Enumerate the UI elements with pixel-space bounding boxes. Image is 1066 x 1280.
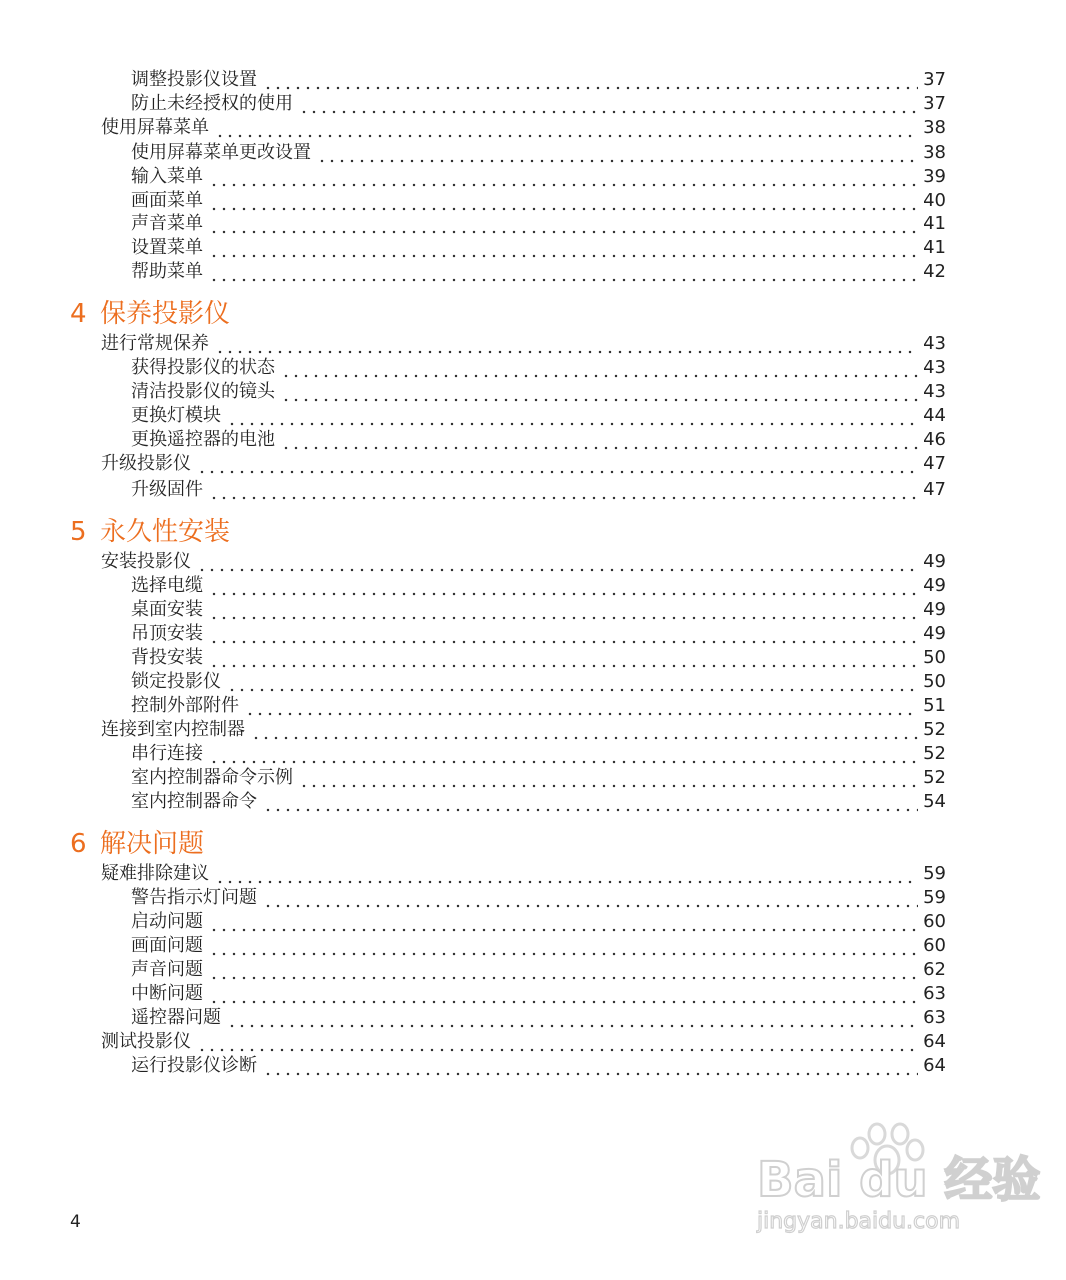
toc-entry-page: 63 [923,983,946,1004]
chapter-title: 解决问题 [100,829,205,859]
toc-entry-page: 52 [923,767,946,788]
dot-leader [281,428,918,452]
toc-entry-page: 49 [923,599,946,620]
toc-entry-page: 59 [923,887,946,908]
chapter-title: 保养投影仪 [100,299,231,329]
toc-entry-page: 46 [923,429,946,450]
dot-leader [263,1054,918,1078]
toc-subsection-entry[interactable] [131,478,946,502]
dot-leader [209,574,918,598]
dot-leader [209,260,918,284]
toc-subsection-entry[interactable] [131,958,946,982]
toc-subsection-entry[interactable] [131,886,946,910]
toc-subsection-entry[interactable] [131,380,946,404]
toc-entry-page: 47 [923,479,946,500]
toc-section-entry[interactable] [101,116,946,140]
toc-section-entry[interactable] [101,550,946,574]
dot-leader [209,165,918,189]
toc-entry-label: 画面菜单 [131,190,203,211]
toc-entry-label: 桌面安装 [131,599,203,620]
toc-subsection-entry[interactable] [131,236,946,260]
toc-entry-label: 声音问题 [131,959,203,980]
toc-entry-page: 54 [923,791,946,812]
toc-section-entry[interactable] [101,452,946,476]
dot-leader [209,478,918,502]
dot-leader [209,910,918,934]
toc-entry-page: 52 [923,743,946,764]
toc-entry-label: 获得投影仪的状态 [131,357,275,378]
toc-subsection-entry[interactable] [131,790,946,814]
toc-entry-page: 63 [923,1007,946,1028]
toc-entry-page: 51 [923,695,946,716]
dot-leader [227,404,918,428]
toc-entry-label: 升级投影仪 [101,453,191,474]
toc-entry-label: 调整投影仪设置 [131,69,257,90]
toc-entry-label: 选择电缆 [131,575,203,596]
dot-leader [215,332,918,356]
dot-leader [215,862,918,886]
toc-entry-page: 59 [923,863,946,884]
chapter-number: 6 [70,829,87,859]
toc-entry-page: 49 [923,575,946,596]
dot-leader [197,452,918,476]
toc-subsection-entry[interactable] [131,141,946,165]
toc-entry-label: 使用屏幕菜单更改设置 [131,142,311,163]
toc-entry-label: 测试投影仪 [101,1031,191,1052]
toc-subsection-entry[interactable] [131,356,946,380]
toc-entry-page: 64 [923,1055,946,1076]
dot-leader [197,1030,918,1054]
toc-entry-label: 控制外部附件 [131,695,239,716]
toc-entry-page: 44 [923,405,946,426]
toc-entry-page: 37 [923,93,946,114]
toc-entry-label: 串行连接 [131,743,203,764]
toc-subsection-entry[interactable] [131,165,946,189]
dot-leader [209,646,918,670]
toc-entry-label: 声音菜单 [131,213,203,234]
dot-leader [245,694,918,718]
toc-subsection-entry[interactable] [131,212,946,236]
toc-entry-page: 50 [923,671,946,692]
toc-subsection-entry[interactable] [131,982,946,1006]
toc-entry-page: 50 [923,647,946,668]
toc-subsection-entry[interactable] [131,1054,946,1078]
toc-entry-label: 运行投影仪诊断 [131,1055,257,1076]
toc-subsection-entry[interactable] [131,670,946,694]
toc-subsection-entry[interactable] [131,766,946,790]
toc-entry-label: 连接到室内控制器 [101,719,245,740]
toc-entry-page: 39 [923,166,946,187]
toc-subsection-entry[interactable] [131,574,946,598]
toc-entry-label: 警告指示灯问题 [131,887,257,908]
chapter-number: 5 [70,517,87,547]
toc-subsection-entry[interactable] [131,68,946,92]
dot-leader [209,622,918,646]
dot-leader [209,742,918,766]
chapter-heading [70,296,230,332]
toc-entry-label: 室内控制器命令示例 [131,767,293,788]
toc-entry-page: 43 [923,381,946,402]
toc-entry-page: 37 [923,69,946,90]
dot-leader [263,790,918,814]
toc-entry-label: 设置菜单 [131,237,203,258]
chapter-heading [70,514,230,550]
toc-entry-page: 64 [923,1031,946,1052]
toc-entry-label: 清洁投影仪的镜头 [131,381,275,402]
dot-leader [299,92,918,116]
toc-entry-label: 使用屏幕菜单 [101,117,209,138]
toc-section-entry[interactable] [101,332,946,356]
dot-leader [215,116,918,140]
toc-entry-page: 49 [923,551,946,572]
toc-entry-label: 进行常规保养 [101,333,209,354]
toc-entry-page: 42 [923,261,946,282]
toc-entry-label: 画面问题 [131,935,203,956]
toc-subsection-entry[interactable] [131,934,946,958]
toc-subsection-entry[interactable] [131,189,946,213]
toc-subsection-entry[interactable] [131,598,946,622]
toc-entry-page: 43 [923,333,946,354]
dot-leader [251,718,918,742]
dot-leader [197,550,918,574]
toc-subsection-entry[interactable] [131,404,946,428]
toc-entry-label: 启动问题 [131,911,203,932]
toc-section-entry[interactable] [101,862,946,886]
toc-entry-page: 60 [923,935,946,956]
toc-entry-label: 室内控制器命令 [131,791,257,812]
dot-leader [281,380,918,404]
toc-entry-label: 背投安装 [131,647,203,668]
toc-entry-label: 锁定投影仪 [131,671,221,692]
dot-leader [263,68,918,92]
toc-entry-label: 升级固件 [131,479,203,500]
chapter-number: 4 [70,299,87,329]
dot-leader [209,236,918,260]
toc-subsection-entry[interactable] [131,428,946,452]
toc-entry-page: 38 [923,117,946,138]
toc-subsection-entry[interactable] [131,910,946,934]
dot-leader [299,766,918,790]
toc-subsection-entry[interactable] [131,92,946,116]
toc-entry-page: 40 [923,190,946,211]
dot-leader [209,189,918,213]
toc-entry-page: 52 [923,719,946,740]
toc-entry-page: 62 [923,959,946,980]
toc-entry-label: 遥控器问题 [131,1007,221,1028]
toc-entry-page: 60 [923,911,946,932]
dot-leader [263,886,918,910]
toc-subsection-entry[interactable] [131,622,946,646]
dot-leader [209,934,918,958]
toc-entry-page: 43 [923,357,946,378]
toc-entry-label: 防止未经授权的使用 [131,93,293,114]
toc-entry-label: 更换灯模块 [131,405,221,426]
toc-entry-page: 41 [923,237,946,258]
dot-leader [209,958,918,982]
toc-subsection-entry[interactable] [131,646,946,670]
watermark-brand: Bai du 经验 [757,1152,1041,1208]
toc-subsection-entry[interactable] [131,260,946,284]
toc-entry-label: 输入菜单 [131,166,203,187]
baidu-jingyan-watermark [755,1118,1041,1238]
dot-leader [317,141,918,165]
dot-leader [227,1006,918,1030]
toc-subsection-entry[interactable] [131,742,946,766]
toc-entry-page: 49 [923,623,946,644]
toc-entry-page: 38 [923,142,946,163]
dot-leader [227,670,918,694]
toc-entry-label: 中断问题 [131,983,203,1004]
chapter-title: 永久性安装 [100,517,231,547]
toc-entry-label: 吊顶安装 [131,623,203,644]
toc-entry-page: 41 [923,213,946,234]
dot-leader [281,356,918,380]
toc-entry-page: 47 [923,453,946,474]
toc-entry-label: 疑难排除建议 [101,863,209,884]
dot-leader [209,212,918,236]
toc-entry-label: 帮助菜单 [131,261,203,282]
toc-subsection-entry[interactable] [131,694,946,718]
chapter-heading [70,826,204,862]
dot-leader [209,598,918,622]
page-number: 4 [70,1212,81,1232]
toc-section-entry[interactable] [101,718,946,742]
toc-entry-label: 安装投影仪 [101,551,191,572]
dot-leader [209,982,918,1006]
toc-entry-label: 更换遥控器的电池 [131,429,275,450]
toc-subsection-entry[interactable] [131,1006,946,1030]
watermark-url: jingyan.baidu.com [757,1209,961,1234]
toc-section-entry[interactable] [101,1030,946,1054]
